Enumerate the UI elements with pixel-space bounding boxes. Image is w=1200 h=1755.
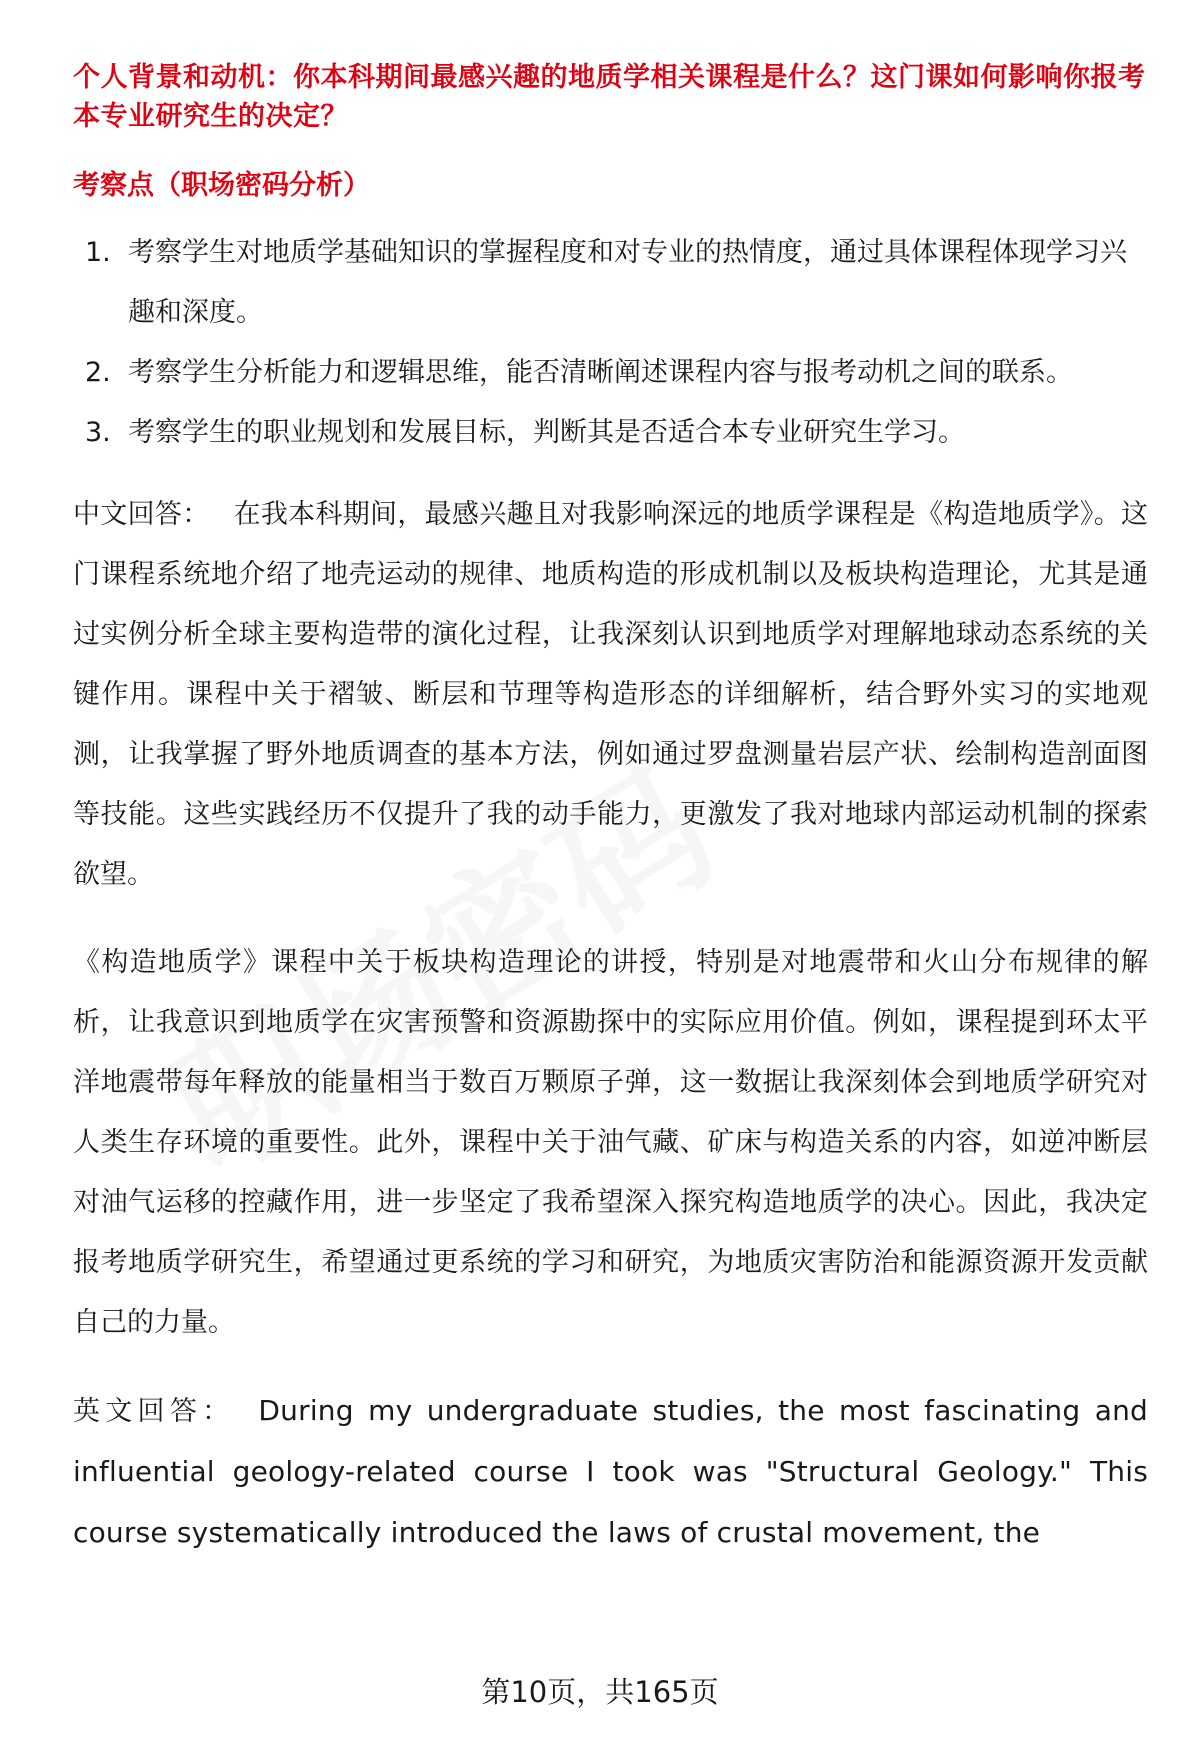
list-number: 3.	[85, 417, 111, 448]
question-heading: 个人背景和动机：你本科期间最感兴趣的地质学相关课程是什么？这门课如何影响你报考本专业研究生的决定？	[73, 62, 1146, 132]
document-page	[73, 58, 1148, 1564]
list-item	[73, 223, 1148, 343]
list-text: 考察学生分析能力和逻辑思维，能否清晰阐述课程内容与报考动机之间的联系。	[128, 357, 1073, 388]
chinese-answer-label: 中文回答：	[73, 499, 210, 530]
chinese-answer-paragraph-2: 《构造地质学》课程中关于板块构造理论的讲授，特别是对地震带和火山分布规律的解析，让我意识到地质学在灾害预警和资源勘探中的实际应用价值。例如，课程提到环太平洋地震带每年释放的能量相当于数百万颗原子弹，这一数据让我深刻体会到地质学研究对人类生存环境的重要性。此外，课程中关于油气藏、矿床与构造关系的内容，如逆冲断层对油气运移的控藏作用，进一步坚定了我希望深入探究构造地质学的决心。因此，我决定报考地质学研究生，希望通过更系统的学习和研究，为地质灾害防治和能源资源开发贡献自己的力量。	[73, 947, 1148, 1338]
chinese-answer-paragraph-1	[73, 485, 1148, 905]
english-answer-label: 英文回答：	[73, 1396, 235, 1427]
list-text: 考察学生的职业规划和发展目标，判断其是否适合本专业研究生学习。	[128, 417, 965, 448]
page-number-footer: 第10页，共165页	[481, 1675, 719, 1709]
list-item	[73, 403, 1148, 463]
assessment-points-list	[73, 223, 1148, 463]
list-text: 考察学生对地质学基础知识的掌握程度和对专业的热情度，通过具体课程体现学习兴趣和深度。	[128, 237, 1127, 328]
english-answer-paragraph	[73, 1381, 1148, 1564]
list-number: 1.	[85, 237, 111, 268]
list-number: 2.	[85, 357, 111, 388]
list-item	[73, 343, 1148, 403]
english-answer-text: During my undergraduate studies, the most fascinating and influential geology-related course I took was "Structural Geology." This course systematically introduced the laws of crustal movement, the	[73, 1394, 1149, 1549]
section-title: 考察点（职场密码分析）	[73, 170, 370, 201]
chinese-answer-text-1: 在我本科期间，最感兴趣且对我影响深远的地质学课程是《构造地质学》。这门课程系统地介绍了地壳运动的规律、地质构造的形成机制以及板块构造理论，尤其是通过实例分析全球主要构造带的演化过程，让我深刻认识到地质学对理解地球动态系统的关键作用。课程中关于褶皱、断层和节理等构造形态的详细解析，结合野外实习的实地观测，让我掌握了野外地质调查的基本方法，例如通过罗盘测量岩层产状、绘制构造剖面图等技能。这些实践经历不仅提升了我的动手能力，更激发了我对地球内部运动机制的探索欲望。	[73, 499, 1149, 890]
